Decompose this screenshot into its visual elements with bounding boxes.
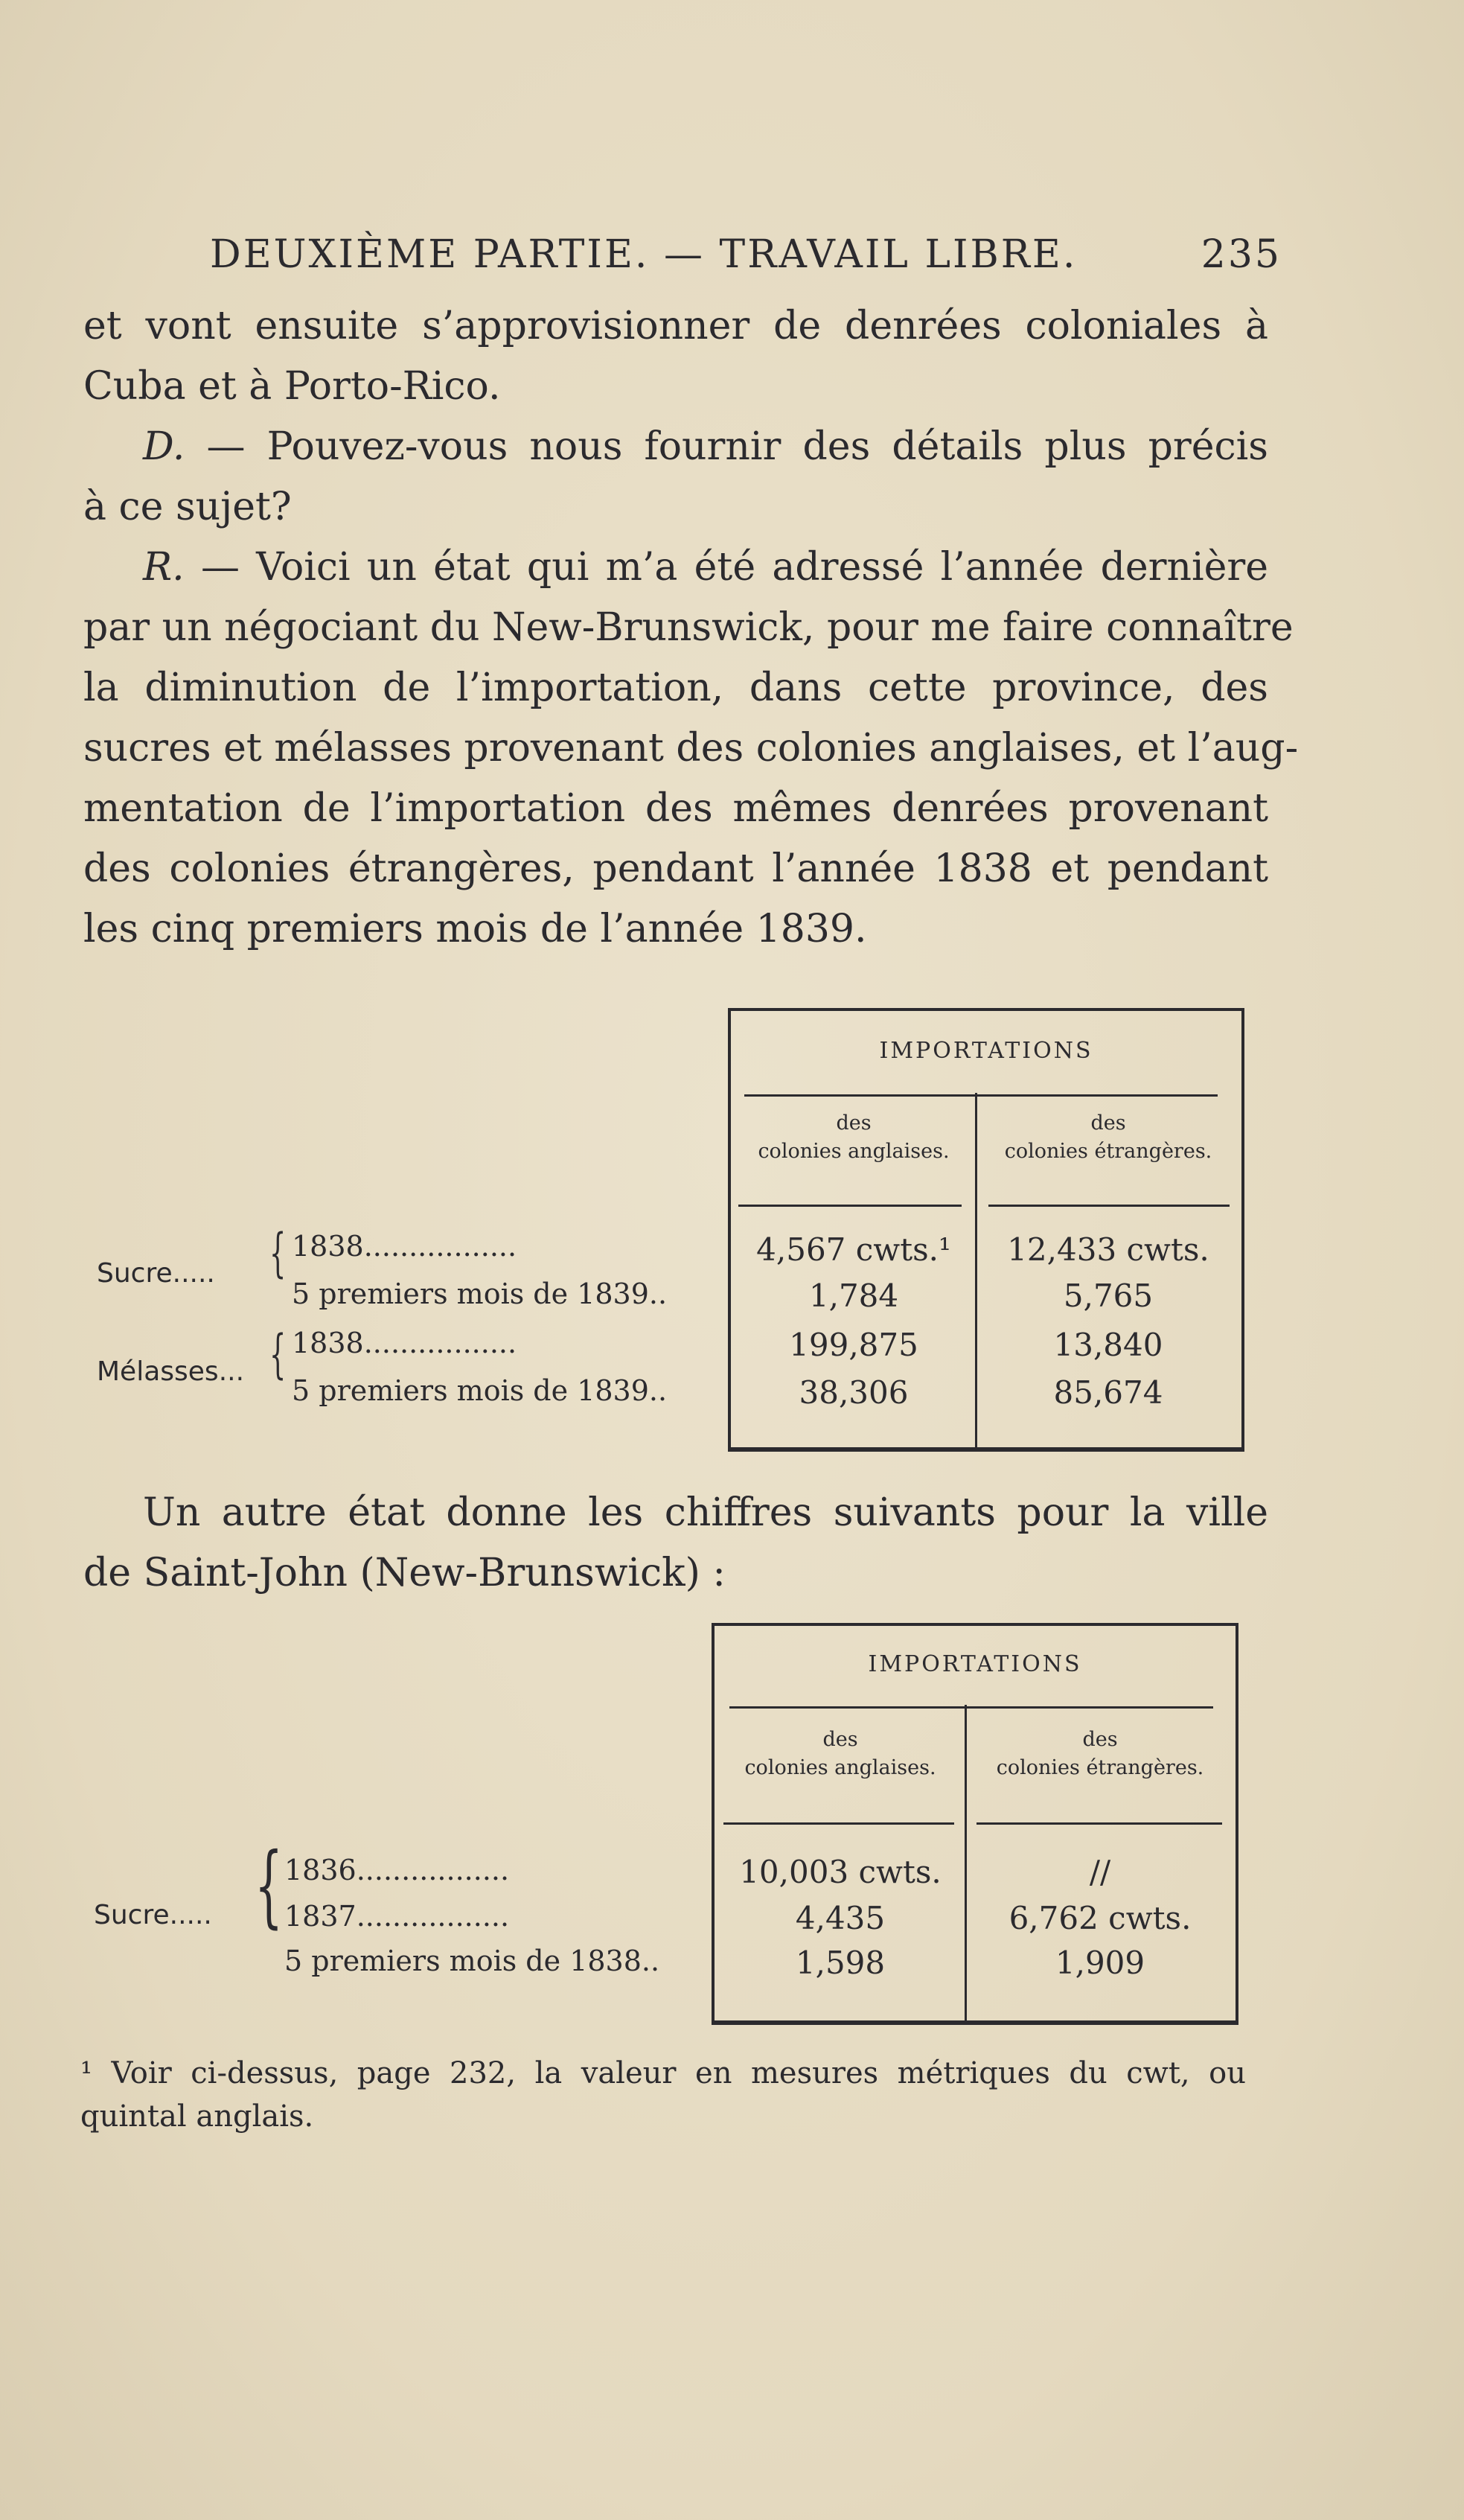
brace-icon: { [269, 1222, 287, 1283]
answer-marker: R. [143, 545, 185, 590]
cell-value: // [1089, 1854, 1111, 1890]
row-period: 5 premiers mois de 1839.. [292, 1277, 668, 1310]
col-header-line: colonies anglaises. [758, 1140, 950, 1163]
column-divider [965, 1705, 967, 2020]
text-line: à ce sujet? [83, 485, 292, 529]
cell-value: 38,306 [799, 1374, 909, 1411]
row-period: 5 premiers mois de 1839.. [292, 1374, 668, 1407]
col-header-line: colonies étrangères. [1004, 1140, 1212, 1163]
col-header-etrangeres [968, 1726, 1233, 1782]
text-line: mentation de l’importation des mêmes denrées provenant [83, 786, 1268, 831]
footnote-line: quintal anglais. [80, 2099, 314, 2134]
cell-value: 1,909 [1055, 1945, 1145, 1981]
footnote-line: ¹ Voir ci-dessus, page 232, la valeur en mesures métriques du cwt, ou [80, 2056, 1246, 2090]
header-rule [738, 1205, 962, 1207]
footnote [80, 2052, 1246, 2138]
table-caption: IMPORTATIONS [868, 1651, 1082, 1677]
cell-value: 10,003 cwts. [739, 1854, 942, 1890]
row-period: 1838................. [292, 1230, 517, 1263]
text-segment: — Pouvez-vous nous fournir des détails plus précis [206, 424, 1268, 469]
table-caption: IMPORTATIONS [879, 1038, 1093, 1064]
group-label-sucre: Sucre..... [97, 1258, 215, 1289]
running-header [210, 232, 1282, 277]
caption-brace-line [744, 1094, 1218, 1097]
col-header-line: colonies anglaises. [744, 1756, 936, 1779]
text-line: Cuba et à Porto-Rico. [83, 364, 501, 409]
cell-value: 6,762 cwts. [1009, 1900, 1192, 1936]
text-line: de Saint-John (New-Brunswick) : [83, 1551, 726, 1595]
group-label-sucre: Sucre..... [94, 1900, 212, 1930]
col-header-line: colonies étrangères. [996, 1756, 1204, 1779]
col-header-anglaises [716, 1726, 965, 1782]
header-rule [723, 1822, 954, 1825]
cell-value: 5,765 [1063, 1277, 1154, 1314]
cell-value: 13,840 [1053, 1327, 1163, 1363]
header-rule [976, 1822, 1222, 1825]
text-line: des colonies étrangères, pendant l’année 1838 et pendant [83, 846, 1268, 891]
col-header-line: des [1090, 1111, 1126, 1135]
cell-value: 12,433 cwts. [1007, 1231, 1209, 1268]
text-line [83, 417, 1268, 477]
text-segment: — Voici un état qui m’a été adressé l’année dernière [200, 545, 1269, 590]
header-title: DEUXIÈME PARTIE. — TRAVAIL LIBRE. [210, 232, 1078, 277]
cell-value: 1,598 [795, 1945, 886, 1981]
paragraph-2 [83, 417, 1268, 538]
brace-icon: { [269, 1324, 287, 1385]
paragraph-3 [83, 538, 1299, 960]
cell-value: 1,784 [808, 1277, 899, 1314]
column-divider [975, 1093, 977, 1447]
text-line: et vont ensuite s’approvisionner de denrées coloniales à [83, 304, 1268, 348]
page-number: 235 [1201, 232, 1282, 277]
row-period: 5 premiers mois de 1838.. [284, 1945, 660, 1977]
cell-value: 4,435 [795, 1900, 886, 1936]
text-line: la diminution de l’importation, dans cette province, des [83, 666, 1268, 710]
text-line: sucres et mélasses provenant des colonies anglaises, et l’aug- [83, 726, 1299, 771]
text-line [83, 538, 1268, 598]
col-header-anglaises [732, 1109, 975, 1166]
col-header-line: des [1082, 1728, 1118, 1751]
col-header-etrangeres [978, 1109, 1238, 1166]
cell-value: 4,567 cwts.¹ [756, 1231, 951, 1268]
cell-value: 199,875 [789, 1327, 918, 1363]
text-line: les cinq premiers mois de l’année 1839. [83, 907, 867, 951]
text-line: Un autre état donne les chiffres suivants pour la ville [143, 1490, 1268, 1535]
col-header-line: des [836, 1111, 872, 1135]
header-rule [988, 1205, 1230, 1207]
question-marker: D. [143, 424, 185, 469]
row-period: 1838................. [292, 1327, 517, 1359]
cell-value: 85,674 [1053, 1374, 1163, 1411]
brace-icon: { [255, 1834, 284, 1938]
paragraph-4 [83, 1483, 1268, 1604]
paragraph-1 [83, 296, 1268, 417]
row-period: 1837................. [284, 1900, 510, 1933]
group-label-melasses: Mélasses... [97, 1356, 245, 1387]
text-line: par un négociant du New-Brunswick, pour me faire connaître [83, 605, 1294, 650]
row-period: 1836................. [284, 1854, 510, 1886]
caption-brace-line [729, 1706, 1213, 1709]
col-header-line: des [822, 1728, 858, 1751]
